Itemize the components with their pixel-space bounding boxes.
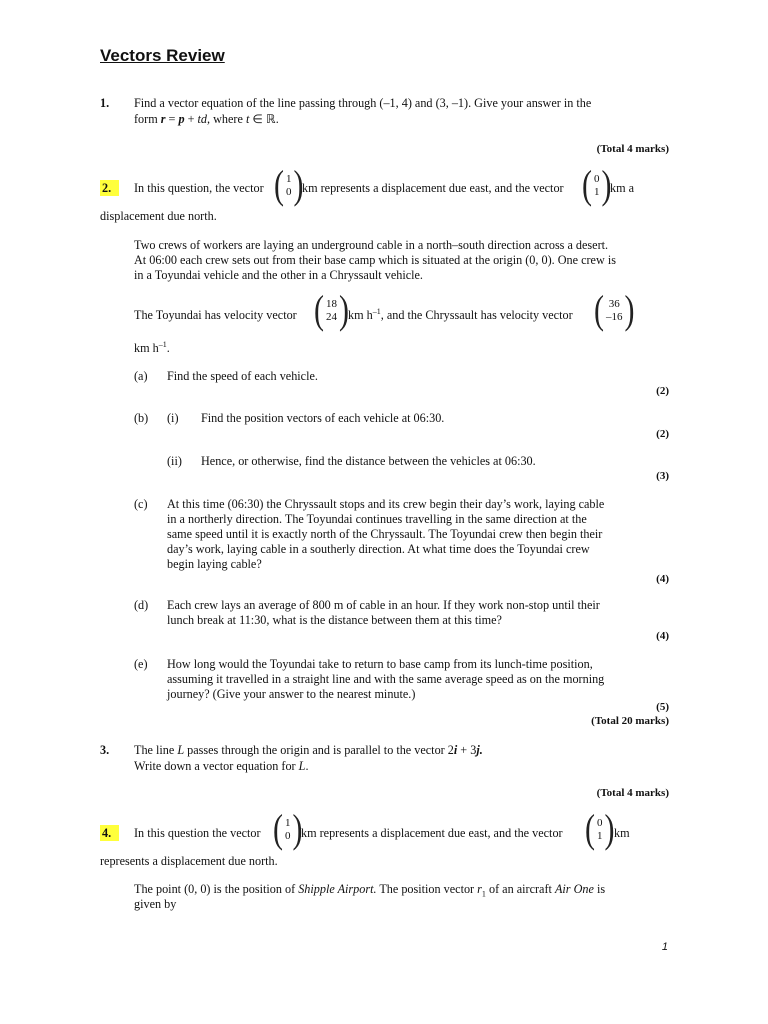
question-2-intro-a: In this question, the vector [134, 181, 264, 195]
part-c-line-1: At this time (06:30) the Chryssault stops and its crew begin their day’s work, laying cable [167, 497, 605, 511]
part-b-i-label: (i) [167, 411, 179, 425]
part-e-line-3: journey? (Give your answer to the nearest minute.) [167, 687, 416, 701]
page-number: 1 [661, 941, 668, 953]
part-c-marks: (4) [656, 573, 669, 585]
question-3-line-2: Write down a vector equation for L. [134, 759, 309, 773]
part-c-label: (c) [134, 497, 148, 511]
part-b-i-text: Find the position vectors of each vehicle at 06:30. [201, 411, 445, 425]
part-a-text: Find the speed of each vehicle. [167, 369, 318, 383]
part-e-line-2: assuming it travelled in a straight line and with the same average speed as on the morning [167, 672, 605, 686]
question-4-intro-a: In this question the vector [134, 826, 261, 840]
vector-east-q2: ( 1 0 ) [274, 163, 304, 208]
question-2-number: 2. [100, 181, 119, 196]
part-c-line-5: begin laying cable? [167, 557, 262, 571]
part-d-line-1: Each crew lays an average of 800 m of cable in an hour. If they work non-stop until their [167, 598, 600, 612]
part-a-marks: (2) [656, 385, 669, 397]
question-2-para-2: At 06:00 each crew sets out from their base camp which is situated at the origin (0, 0). One crew is [134, 253, 616, 267]
question-2-intro-c: km a [610, 181, 635, 195]
part-e-label: (e) [134, 657, 148, 671]
velocity-line-b: km $h^{-1}$, and the Chryssault has velocity vector [348, 306, 573, 322]
question-4-intro-b: km represents a displacement due east, and the vector [301, 826, 563, 840]
part-d-line-2: lunch break at 11:30, what is the distance between them at this time? [167, 613, 502, 627]
question-2-intro-b: km represents a displacement due east, and the vector [302, 181, 564, 195]
question-3-number: 3. [100, 743, 110, 757]
part-b-ii-text: Hence, or otherwise, find the distance between the vehicles at 06:30. [201, 454, 536, 468]
part-b-i-marks: (2) [656, 428, 669, 440]
velocity-line-a: The Toyundai has velocity vector [134, 308, 297, 322]
part-d-label: (d) [134, 598, 149, 612]
question-4-intro-d: represents a displacement due north. [100, 854, 278, 868]
question-2-para-1: Two crews of workers are laying an underground cable in a north–south direction across a desert. [134, 238, 609, 252]
page-title: Vectors Review [100, 46, 225, 65]
question-3-line-1: The line L passes through the origin and is parallel to the vector 2i + 3j. [134, 743, 483, 757]
part-b-ii-label: (ii) [167, 454, 182, 468]
question-1-line-2: form r = p + td, where t ∈ ℝ. [134, 112, 279, 126]
question-2-para-3: in a Toyundai vehicle and the other in a Chryssault vehicle. [134, 268, 423, 282]
question-4-para-2: given by [134, 897, 177, 911]
part-e-marks: (5) [656, 701, 669, 713]
part-c-line-4: day’s work, laying cable in a southerly direction. At what time does the Toyundai crew [167, 542, 590, 556]
part-b-ii-marks: (3) [656, 470, 669, 482]
question-4-intro-c: km [614, 826, 630, 840]
velocity-line-d: km $h^{-1}$. [134, 339, 170, 355]
vector-north-q2: ( 0 1 ) [582, 163, 612, 208]
question-4-para-1: The point (0, 0) is the position of Shipple Airport. The position vector $r_1$ of an aircraft Air One is [134, 882, 606, 899]
part-d-marks: (4) [656, 630, 669, 642]
question-1-line-1: Find a vector equation of the line passing through (–1, 4) and (3, –1). Give your answer in the [134, 96, 592, 110]
part-c-line-3: same speed until it is exactly north of the Chryssault. The Toyundai crew then begin their [167, 527, 603, 541]
part-c-line-2: in a northerly direction. The Toyundai continues travelling in the same direction at the [167, 512, 587, 526]
question-4-number: 4. [100, 826, 119, 841]
question-2-intro-d: displacement due north. [100, 209, 217, 223]
question-1-marks: (Total 4 marks) [596, 143, 669, 155]
part-b-label: (b) [134, 411, 149, 425]
question-1-number: 1. [100, 96, 110, 110]
vector-chryssault: ( 36 –16 ) [594, 288, 635, 333]
question-3-marks: (Total 4 marks) [596, 787, 669, 799]
vector-east-q4: ( 1 0 ) [273, 807, 303, 852]
part-a-label: (a) [134, 369, 148, 383]
vector-north-q4: ( 0 1 ) [585, 807, 615, 852]
question-2-total: (Total 20 marks) [591, 715, 669, 727]
part-e-line-1: How long would the Toyundai take to return to base camp from its lunch-time position, [167, 657, 593, 671]
vector-toyundai: ( 18 24 ) [314, 288, 349, 333]
